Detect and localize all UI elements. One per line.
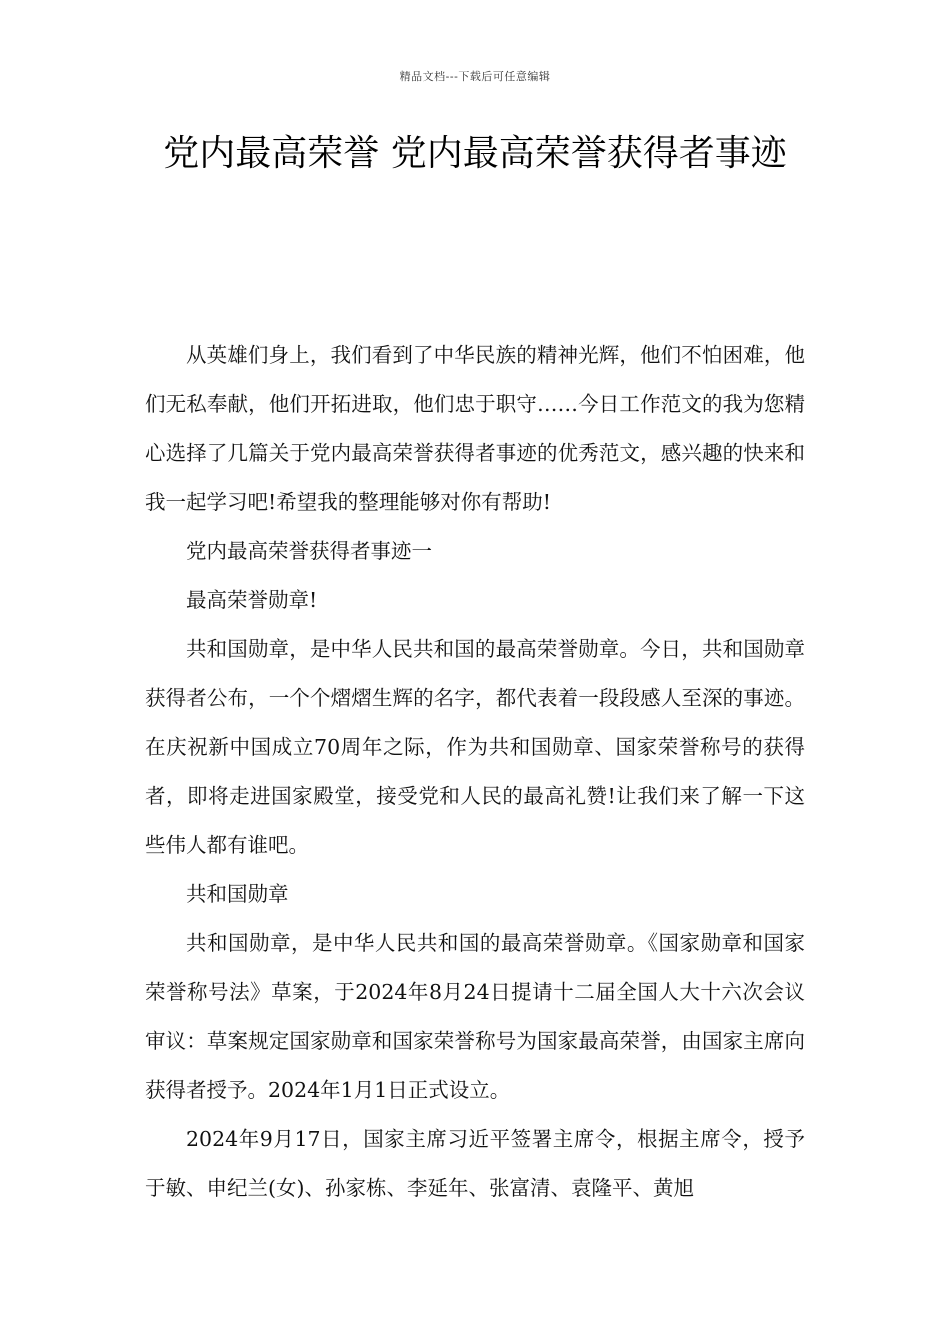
paragraph-section-heading: 党内最高荣誉获得者事迹一	[186, 539, 432, 563]
paragraph-subheading: 共和国勋章	[186, 882, 289, 906]
paragraph-medal-heading: 最高荣誉勋章!	[186, 588, 318, 612]
paragraph-intro: 从英雄们身上，我们看到了中华民族的精神光辉，他们不怕困难，他们无私奉献，他们开拓进取，他们忠于职守……今日工作范文的我为您精心选择了几篇关于党内最高荣誉获得者事迹的优秀范文，感兴趣的快来和我一起学习吧!希望我的整理能够对你有帮助!	[145, 343, 805, 514]
paragraph-decree: 2024年9月17日，国家主席习近平签署主席令，根据主席令，授予于敏、申纪兰(女)、孙家栋、李延年、张富清、袁隆平、黄旭	[145, 1127, 805, 1200]
header-note: 精品文档---下载后可任意编辑	[399, 70, 551, 83]
document-title: 党内最高荣誉 党内最高荣誉获得者事迹	[163, 133, 787, 174]
document-body	[145, 331, 805, 1213]
paragraph-law: 共和国勋章，是中华人民共和国的最高荣誉勋章。《国家勋章和国家荣誉称号法》草案，于2024年8月24日提请十二届全国人大十六次会议审议：草案规定国家勋章和国家荣誉称号为国家最高荣誉，由国家主席向获得者授予。2024年1月1日正式设立。	[145, 931, 805, 1102]
paragraph-medal-intro: 共和国勋章，是中华人民共和国的最高荣誉勋章。今日，共和国勋章获得者公布，一个个熠熠生辉的名字，都代表着一段段感人至深的事迹。在庆祝新中国成立70周年之际，作为共和国勋章、国家荣誉称号的获得者，即将走进国家殿堂，接受党和人民的最高礼赞!让我们来了解一下这些伟人都有谁吧。	[145, 637, 805, 857]
